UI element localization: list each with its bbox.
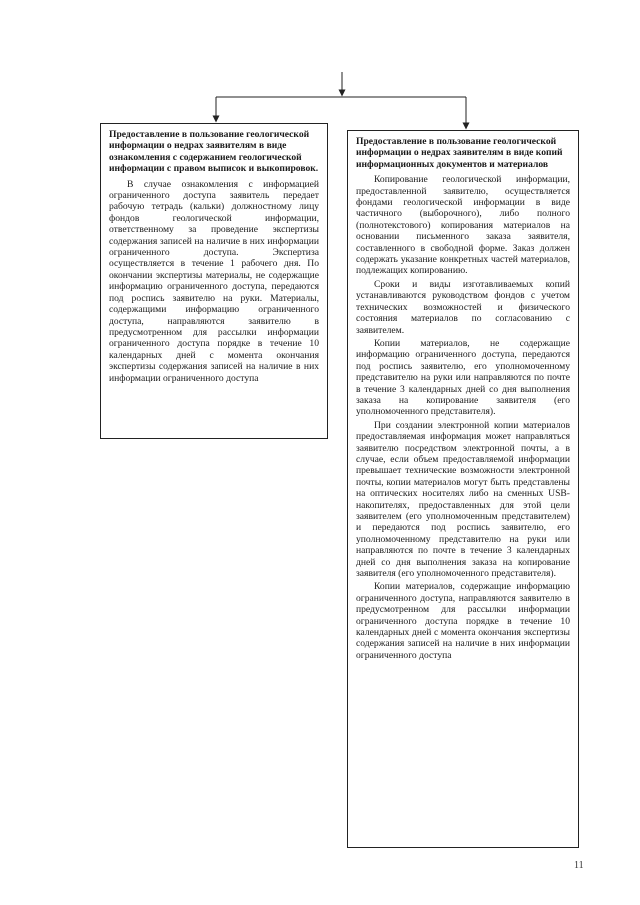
right-box-paragraph-4: При создании электронной копии материалов предоставляемая информация может направляться заявителю посредством электронной почты, а в случае, если объем предоставляемой информации превышает технические возможности электронной почты, копии материалов могут быть представлены на оптических носителях либо на сменных USB-накопителях, предоставленных для этой цели заявителем (его уполномоченным представителем) и передаются под роспись заявителю, его уполномоченному представителю на руки или направляются по почте в течение 3 календарных дней со дня выполнения заказа на копирование заявителя (его уполномоченного представителя). [356,419,570,580]
right-box-paragraph-5: Копии материалов, содержащие информацию ограниченного доступа, направляются заявителю в предусмотренном для рассылки информации ограниченного доступа порядке в течение 10 календарных дней с момента окончания экспертизы содержания записей на наличие в них информации ограниченного доступа [356,581,570,661]
page-number: 11 [574,860,584,871]
left-box-title: Предоставление в пользование геологической информации о недрах заявителям в виде ознакомления с содержанием геологической информации с правом выписок и выкопировок. [109,129,319,175]
left-flow-box [100,123,328,439]
right-box-paragraph-2: Сроки и виды изготавливаемых копий устанавливаются руководством фондов с учетом технических возможностей и физического состояния материалов по согласованию с заявителем. [356,278,570,336]
right-box-paragraph-3: Копии материалов, не содержащие информацию ограниченного доступа, передаются под роспись заявителю, его уполномоченному представителю на руки или направляются по почте в течение 3 календарных дней со дня выполнения заказа на копирование заявителя (его уполномоченного представителя). [356,337,570,418]
left-box-paragraph: В случае ознакомления с информацией ограниченного доступа заявитель передает рабочую тетрадь (кальки) должностному лицу фондов геологической информации, ответственному за проведение экспертизы содержания записей на наличие в них информации ограниченного доступа. Экспертиза осуществляется в течение 1 рабочего дня. По окончании экспертизы материалы, не содержащие информацию ограниченного доступа, передаются под роспись заявителю на руки. Материалы, содержащими информацию ограниченного доступа, направляются заявителю в предусмотренном для рассылки информации ограниченного доступа порядке в течение 10 календарных дней с момента окончания экспертизы содержания записей на наличие в них информации ограниченного доступа [109,178,319,384]
right-box-paragraph-1: Копирование геологической информации, предоставленной заявителю, осуществляется фондами геологической информации в виде частичного (выборочного), либо полного (полнотекстового) копирования материалов на основании письменного заказа заявителя, составленного в свободной форме. Заказ должен содержать указание конкретных частей материалов, подлежащих копированию. [356,174,570,277]
right-box-title: Предоставление в пользование геологической информации о недрах заявителям в виде копий информационных документов и материалов [356,136,563,170]
right-flow-box [347,130,579,848]
flow-connector [0,0,640,140]
